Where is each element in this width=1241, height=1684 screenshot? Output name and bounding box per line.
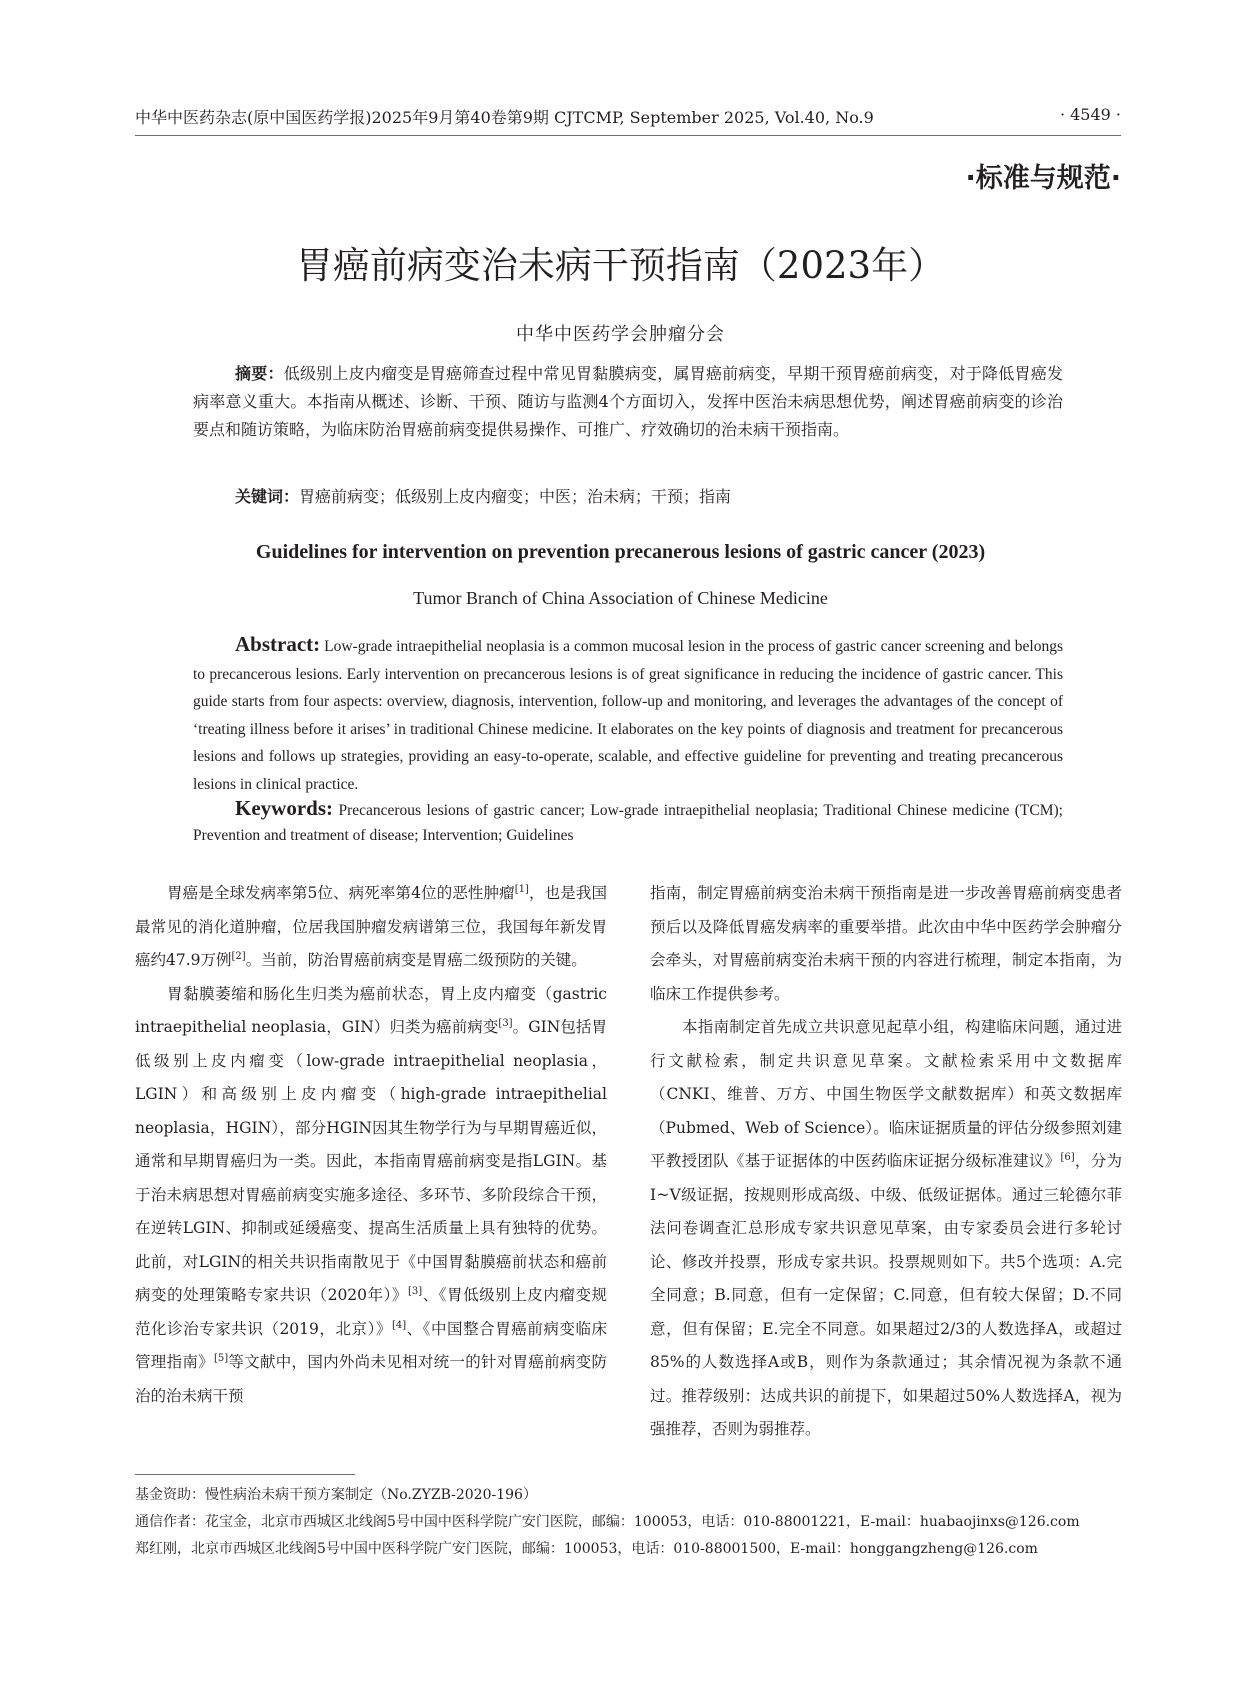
paper-title-en: Guidelines for intervention on prevention precanerous lesions of gastric cancer (2023) [255, 541, 986, 563]
journal-info: 中华中医药杂志(原中国医药学报)2025年9月第40卷第9期 CJTCMP, September 2025, Vol.40, No.9 [135, 108, 874, 127]
body-paragraph: 指南，制定胃癌前病变治未病干预指南是进一步改善胃癌前病变患者预后以及降低胃癌发病率的重要举措。此次由中华中医药学会肿瘤分会牵头，对胃癌前病变治未病干预的内容进行梳理，制定本指南，为临床工作提供参考。 [650, 884, 1122, 1003]
body-paragraph: 胃癌是全球发病率第5位、病死率第4位的恶性肿瘤[1]，也是我国最常见的消化道肿瘤，位居我国肿瘤发病谱第三位，我国每年新发胃癌约47.9万例[2]。当前，防治胃癌前病变是胃癌二级预防的关键。 [135, 883, 607, 969]
abstract-en-text: Low-grade intraepithelial neoplasia is a common mucosal lesion in the process of gastric cancer screening and belongs to precancerous lesions. Early intervention on precancerous lesions is of great significance in reducing the incidence of gastric cancer. This guide starts from four aspects: overview, diagnosis, intervention, follow-up and monitoring, and leverages the advantages of the concept of ‘treating illness before it arises’ in traditional Chinese medicine. It elaborates on the key points of diagnosis and treatment for precancerous lesions and follows up strategies, providing an easy-to-operate, scalable, and effective guideline for preventing and treating precancerous lesions in clinical practice. [193, 638, 1063, 793]
abstract-en [193, 631, 1063, 798]
author-en: Tumor Branch of China Association of Chinese Medicine [413, 588, 828, 608]
reference-mark[interactable]: [3] [498, 1017, 513, 1029]
reference-mark[interactable]: [3] [407, 1285, 423, 1297]
corresponding-author-2: 郑红刚，北京市西城区北线阁5号中国中医科学院广安门医院，邮编：100053，电话：010-88001500，E-mail：honggangzheng@126.com [135, 1541, 1038, 1557]
reference-mark[interactable]: [4] [391, 1319, 407, 1331]
funding-note: 基金资助：慢性病治未病干预方案制定（No.ZYZB-2020-196） [135, 1487, 537, 1503]
footnote-divider [135, 1474, 355, 1475]
body-column-right [650, 877, 1122, 1447]
paper-title: 胃癌前病变治未病干预指南（2023年） [295, 244, 946, 287]
body-paragraph: 胃黏膜萎缩和肠化生归类为癌前状态，胃上皮内瘤变（gastric intraepithelial neoplasia，GIN）归类为癌前病变[3]。GIN包括胃低级别上皮内瘤变（low-grade intraepithelial neoplasia，LGIN）和高级别上皮内瘤变（high-grade intraepithelial neoplasia，HGIN），部分HGIN因其生物学行为与早期胃癌近似，通常和早期胃癌归为一类。因此，本指南胃癌前病变是指LGIN。基于治未病思想对胃癌前病变实施多途径、多环节、多阶段综合干预，在逆转LGIN、抑制或延缓癌变、提高生活质量上具有独特的优势。此前，对LGIN的相关共识指南散见于《中国胃黏膜癌前状态和癌前病变的处理策略专家共识（2020年）》[3]、《胃低级别上皮内瘤变规范化诊治专家共识（2019，北京）》[4]、《中国整合胃癌前病变临床管理指南》[5]等文献中，国内外尚未见相对统一的针对胃癌前病变防治的治未病干预 [135, 984, 607, 1405]
page-number: · 4549 · [1059, 105, 1121, 124]
running-header [135, 103, 1121, 136]
keywords-en [193, 796, 1063, 848]
footnotes [135, 1482, 1121, 1563]
body-column-left [135, 877, 607, 1413]
keywords-cn-text: 胃癌前病变；低级别上皮内瘤变；中医；治未病；干预；指南 [299, 487, 732, 506]
section-tag: ·标准与规范· [965, 163, 1121, 194]
abstract-en-label: Abstract: [235, 632, 321, 656]
keywords-en-text: Precancerous lesions of gastric cancer; Low-grade intraepithelial neoplasia; Traditional Chinese medicine (TCM); Prevention and treatment of disease; Intervention; Guidelines [193, 802, 1063, 844]
keywords-en-label: Keywords: [235, 796, 333, 820]
author-cn: 中华中医药学会肿瘤分会 [516, 324, 725, 345]
reference-mark[interactable]: [6] [1060, 1151, 1075, 1163]
keywords-cn [235, 484, 731, 507]
reference-mark[interactable]: [2] [231, 950, 246, 962]
abstract-cn [193, 360, 1063, 444]
abstract-cn-label: 摘要： [235, 364, 284, 383]
reference-mark[interactable]: [1] [514, 883, 529, 895]
body-paragraph: 本指南制定首先成立共识意见起草小组，构建临床问题，通过进行文献检索，制定共识意见草案。文献检索采用中文数据库（CNKI、维普、万方、中国生物医学文献数据库）和英文数据库（Pubmed、Web of Science）。临床证据质量的评估分级参照刘建平教授团队《基于证据体的中医药临床证据分级标准建议》[6]，分为Ⅰ~Ⅴ级证据，按规则形成高级、中级、低级证据体。通过三轮德尔菲法问卷调查汇总形成专家共识意见草案，由专家委员会进行多轮讨论、修改并投票，形成专家共识。投票规则如下。共5个选项：A.完全同意；B.同意，但有一定保留；C.同意，但有较大保留；D.不同意，但有保留；E.完全不同意。如果超过2/3的人数选择A，或超过85%的人数选择A或B，则作为条款通过；其余情况视为条款不通过。推荐级别：达成共识的前提下，如果超过50%人数选择A，视为强推荐，否则为弱推荐。 [650, 1018, 1122, 1438]
abstract-cn-text: 低级别上皮内瘤变是胃癌筛查过程中常见胃黏膜病变，属胃癌前病变，早期干预胃癌前病变，对于降低胃癌发病率意义重大。本指南从概述、诊断、干预、随访与监测4个方面切入，发挥中医治未病思想优势，阐述胃癌前病变的诊治要点和随访策略，为临床防治胃癌前病变提供易操作、可推广、疗效确切的治未病干预指南。 [193, 364, 1063, 439]
corresponding-author-1: 通信作者：花宝金，北京市西城区北线阁5号中国中医科学院广安门医院，邮编：100053，电话：010-88001221，E-mail：huabaojinxs@126.com [135, 1514, 1080, 1530]
reference-mark[interactable]: [5] [213, 1352, 229, 1364]
keywords-cn-label: 关键词： [235, 487, 300, 506]
